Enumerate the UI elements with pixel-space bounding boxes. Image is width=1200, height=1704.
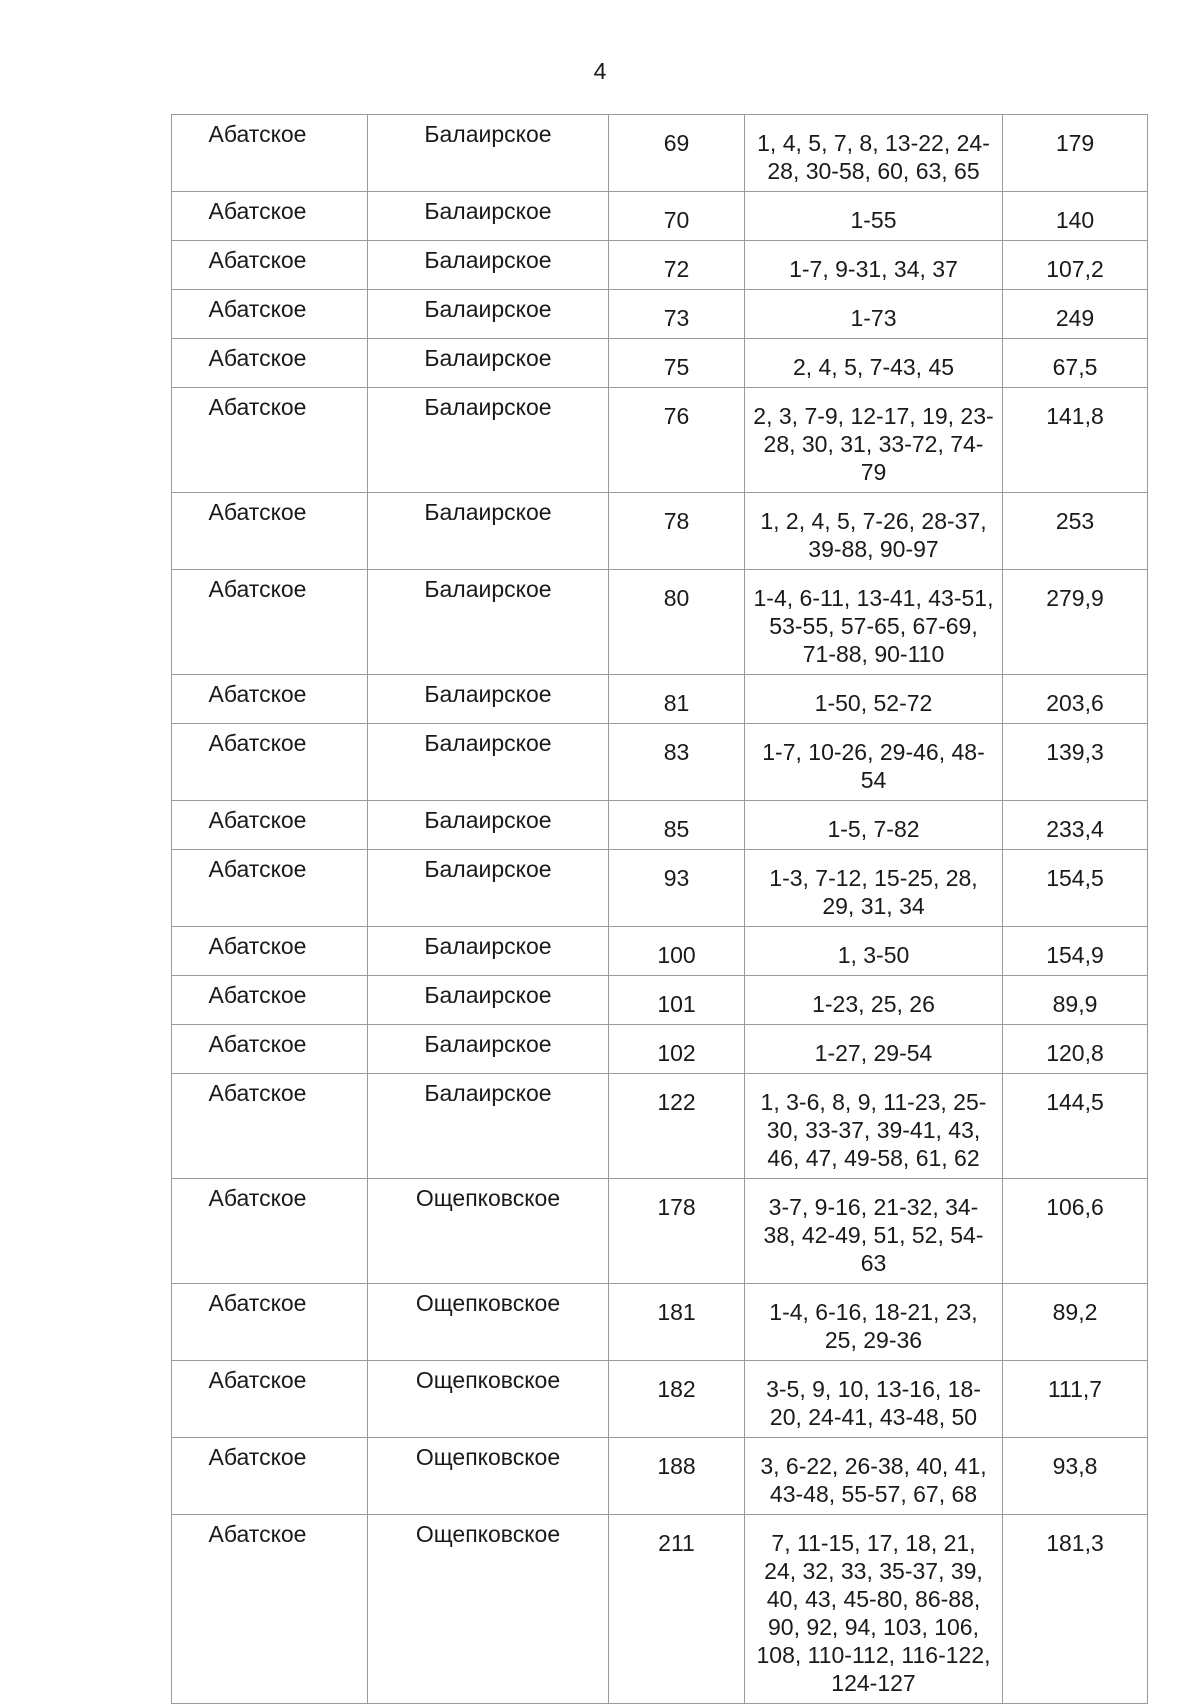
cell-forestry: Балаирское	[368, 388, 609, 493]
cell-forestry: Балаирское	[368, 850, 609, 927]
table-body	[172, 115, 1148, 1704]
cell-area: 93,8	[1003, 1438, 1148, 1515]
cell-district: Абатское	[172, 1179, 368, 1284]
cell-quarter: 181	[609, 1284, 745, 1361]
cell-sections: 1, 2, 4, 5, 7-26, 28-37, 39-88, 90-97	[745, 493, 1003, 570]
cell-area: 203,6	[1003, 675, 1148, 724]
page-number: 4	[593, 58, 607, 84]
cell-quarter: 178	[609, 1179, 745, 1284]
table-row	[172, 192, 1148, 241]
table-row	[172, 1179, 1148, 1284]
cell-area: 107,2	[1003, 241, 1148, 290]
cell-area: 120,8	[1003, 1025, 1148, 1074]
cell-area: 139,3	[1003, 724, 1148, 801]
cell-sections: 2, 4, 5, 7-43, 45	[745, 339, 1003, 388]
cell-sections: 7, 11-15, 17, 18, 21, 24, 32, 33, 35-37, 39, 40, 43, 45-80, 86-88, 90, 92, 94, 103, 106, 108, 110-112, 116-122, 124-127	[745, 1515, 1003, 1704]
cell-quarter: 182	[609, 1361, 745, 1438]
cell-quarter: 73	[609, 290, 745, 339]
cell-district: Абатское	[172, 976, 368, 1025]
table-row	[172, 115, 1148, 192]
cell-forestry: Балаирское	[368, 339, 609, 388]
cell-area: 144,5	[1003, 1074, 1148, 1179]
cell-sections: 1-73	[745, 290, 1003, 339]
table-row	[172, 675, 1148, 724]
cell-quarter: 102	[609, 1025, 745, 1074]
cell-district: Абатское	[172, 927, 368, 976]
cell-sections: 1-5, 7-82	[745, 801, 1003, 850]
cell-quarter: 72	[609, 241, 745, 290]
cell-sections: 1-27, 29-54	[745, 1025, 1003, 1074]
cell-quarter: 101	[609, 976, 745, 1025]
cell-area: 89,2	[1003, 1284, 1148, 1361]
cell-forestry: Балаирское	[368, 290, 609, 339]
cell-district: Абатское	[172, 241, 368, 290]
table-row	[172, 724, 1148, 801]
cell-quarter: 69	[609, 115, 745, 192]
table-row	[172, 290, 1148, 339]
cell-district: Абатское	[172, 1074, 368, 1179]
table-row	[172, 493, 1148, 570]
cell-forestry: Балаирское	[368, 801, 609, 850]
cell-sections: 1-50, 52-72	[745, 675, 1003, 724]
cell-district: Абатское	[172, 1361, 368, 1438]
cell-sections: 3, 6-22, 26-38, 40, 41, 43-48, 55-57, 67, 68	[745, 1438, 1003, 1515]
table-row	[172, 1025, 1148, 1074]
cell-forestry: Балаирское	[368, 1025, 609, 1074]
cell-district: Абатское	[172, 850, 368, 927]
cell-district: Абатское	[172, 339, 368, 388]
cell-quarter: 122	[609, 1074, 745, 1179]
table-row	[172, 1438, 1148, 1515]
cell-forestry: Ощепковское	[368, 1515, 609, 1704]
cell-forestry: Балаирское	[368, 570, 609, 675]
cell-forestry: Ощепковское	[368, 1284, 609, 1361]
cell-forestry: Балаирское	[368, 976, 609, 1025]
cell-district: Абатское	[172, 1284, 368, 1361]
cell-forestry: Балаирское	[368, 1074, 609, 1179]
table-row	[172, 339, 1148, 388]
cell-quarter: 188	[609, 1438, 745, 1515]
cell-quarter: 211	[609, 1515, 745, 1704]
cell-forestry: Балаирское	[368, 927, 609, 976]
cell-district: Абатское	[172, 675, 368, 724]
cell-quarter: 78	[609, 493, 745, 570]
table-row	[172, 927, 1148, 976]
cell-sections: 1-3, 7-12, 15-25, 28, 29, 31, 34	[745, 850, 1003, 927]
cell-quarter: 85	[609, 801, 745, 850]
cell-forestry: Балаирское	[368, 241, 609, 290]
cell-district: Абатское	[172, 388, 368, 493]
cell-area: 67,5	[1003, 339, 1148, 388]
cell-area: 279,9	[1003, 570, 1148, 675]
cell-sections: 1-23, 25, 26	[745, 976, 1003, 1025]
cell-forestry: Балаирское	[368, 493, 609, 570]
cell-quarter: 81	[609, 675, 745, 724]
cell-district: Абатское	[172, 1438, 368, 1515]
cell-district: Абатское	[172, 724, 368, 801]
cell-sections: 1-7, 10-26, 29-46, 48-54	[745, 724, 1003, 801]
cell-sections: 3-7, 9-16, 21-32, 34-38, 42-49, 51, 52, 54-63	[745, 1179, 1003, 1284]
cell-quarter: 83	[609, 724, 745, 801]
cell-sections: 1-55	[745, 192, 1003, 241]
cell-area: 181,3	[1003, 1515, 1148, 1704]
cell-area: 154,9	[1003, 927, 1148, 976]
cell-quarter: 80	[609, 570, 745, 675]
table-row	[172, 801, 1148, 850]
cell-area: 89,9	[1003, 976, 1148, 1025]
cell-quarter: 100	[609, 927, 745, 976]
cell-area: 179	[1003, 115, 1148, 192]
cell-forestry: Балаирское	[368, 115, 609, 192]
cell-district: Абатское	[172, 1515, 368, 1704]
cell-quarter: 75	[609, 339, 745, 388]
cell-sections: 1, 3-50	[745, 927, 1003, 976]
table-row	[172, 1361, 1148, 1438]
cell-area: 111,7	[1003, 1361, 1148, 1438]
cell-district: Абатское	[172, 493, 368, 570]
cell-quarter: 93	[609, 850, 745, 927]
cell-sections: 1-4, 6-11, 13-41, 43-51, 53-55, 57-65, 67-69, 71-88, 90-110	[745, 570, 1003, 675]
cell-quarter: 76	[609, 388, 745, 493]
cell-quarter: 70	[609, 192, 745, 241]
table-row	[172, 850, 1148, 927]
table-row	[172, 570, 1148, 675]
cell-sections: 1-4, 6-16, 18-21, 23, 25, 29-36	[745, 1284, 1003, 1361]
cell-sections: 1, 3-6, 8, 9, 11-23, 25-30, 33-37, 39-41, 43, 46, 47, 49-58, 61, 62	[745, 1074, 1003, 1179]
cell-area: 253	[1003, 493, 1148, 570]
cell-forestry: Балаирское	[368, 192, 609, 241]
cell-district: Абатское	[172, 801, 368, 850]
cell-district: Абатское	[172, 192, 368, 241]
table-row	[172, 388, 1148, 493]
cell-district: Абатское	[172, 115, 368, 192]
cell-forestry: Ощепковское	[368, 1361, 609, 1438]
cell-area: 141,8	[1003, 388, 1148, 493]
cell-district: Абатское	[172, 570, 368, 675]
cell-sections: 1, 4, 5, 7, 8, 13-22, 24-28, 30-58, 60, 63, 65	[745, 115, 1003, 192]
cell-area: 106,6	[1003, 1179, 1148, 1284]
cell-area: 249	[1003, 290, 1148, 339]
cell-sections: 3-5, 9, 10, 13-16, 18-20, 24-41, 43-48, 50	[745, 1361, 1003, 1438]
cell-district: Абатское	[172, 290, 368, 339]
cell-sections: 2, 3, 7-9, 12-17, 19, 23-28, 30, 31, 33-72, 74-79	[745, 388, 1003, 493]
table-row	[172, 241, 1148, 290]
cell-district: Абатское	[172, 1025, 368, 1074]
table-row	[172, 1284, 1148, 1361]
table-row	[172, 1074, 1148, 1179]
cell-forestry: Балаирское	[368, 724, 609, 801]
forest-quarters-table	[171, 114, 1148, 1704]
cell-forestry: Ощепковское	[368, 1438, 609, 1515]
cell-area: 233,4	[1003, 801, 1148, 850]
table-row	[172, 1515, 1148, 1704]
cell-area: 140	[1003, 192, 1148, 241]
table-row	[172, 976, 1148, 1025]
cell-forestry: Ощепковское	[368, 1179, 609, 1284]
cell-sections: 1-7, 9-31, 34, 37	[745, 241, 1003, 290]
cell-forestry: Балаирское	[368, 675, 609, 724]
cell-area: 154,5	[1003, 850, 1148, 927]
